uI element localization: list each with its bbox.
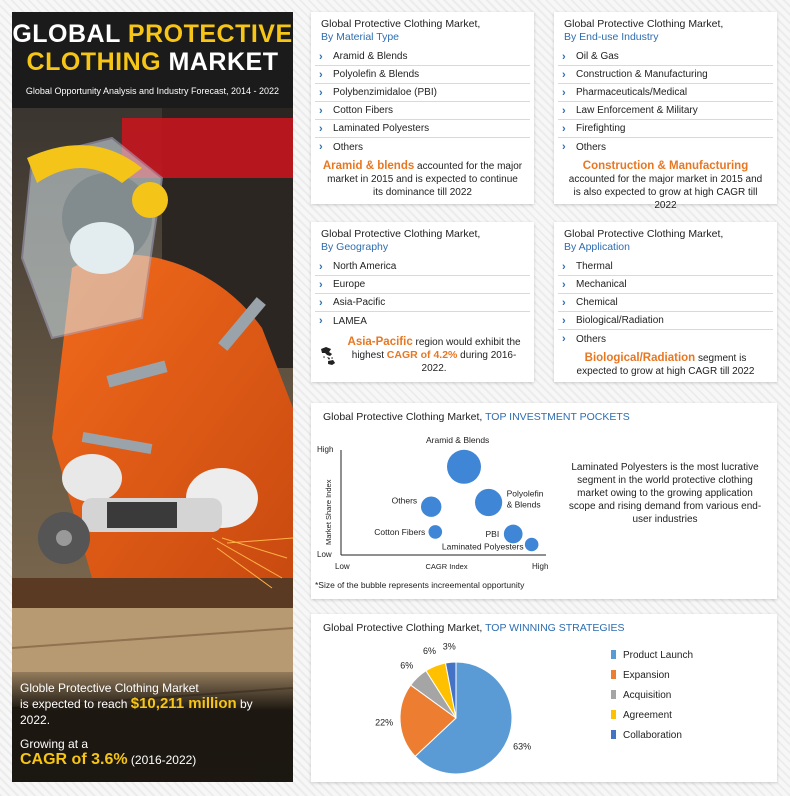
chevron-right-icon: › xyxy=(562,86,566,99)
section-title-prefix: Global Protective Clothing Market, xyxy=(323,622,483,634)
list-item xyxy=(315,102,530,120)
bubble-label: PBI xyxy=(485,529,500,539)
bubble-label: Aramid & Blends xyxy=(426,434,490,445)
chevron-right-icon: › xyxy=(562,314,566,327)
list-item-label: Laminated Polyesters xyxy=(333,123,430,134)
hero-subtitle: Global Opportunity Analysis and Industry Forecast, 2014 - 2022 xyxy=(25,86,280,96)
geography-note xyxy=(336,336,526,375)
list-item-label: Construction & Manufacturing xyxy=(576,69,708,80)
list-item xyxy=(315,276,530,294)
chevron-right-icon: › xyxy=(562,260,566,273)
application-list xyxy=(554,258,777,348)
chevron-right-icon: › xyxy=(319,86,323,99)
chevron-right-icon: › xyxy=(319,122,323,135)
list-item-label: North America xyxy=(333,261,397,272)
bubble-label: Others xyxy=(391,495,418,506)
geography-card xyxy=(311,222,534,382)
list-item xyxy=(315,138,530,156)
geography-list xyxy=(311,258,534,330)
card-title: Global Protective Clothing Market, xyxy=(321,18,481,30)
hero-title-word: CLOTHING xyxy=(26,48,162,76)
list-item xyxy=(558,294,773,312)
list-item xyxy=(315,312,530,330)
investment-pockets-card xyxy=(311,403,777,599)
note-text: accounted for the major market in 2015 and is also expected to grow at high CAGR till 2022 xyxy=(568,174,763,211)
note-text: segment is expected to grow at high CAGR till 2022 xyxy=(576,353,755,377)
pie-data-label: 6% xyxy=(422,646,437,657)
chevron-right-icon: › xyxy=(562,104,566,117)
list-item-label: Oil & Gas xyxy=(576,51,619,62)
investment-title xyxy=(311,403,777,431)
list-item-label: Others xyxy=(576,333,607,345)
pie-data-label: 63% xyxy=(513,741,532,752)
hero-title-word: MARKET xyxy=(168,48,279,76)
bubble-label: Laminated Polyesters xyxy=(441,541,524,552)
list-item xyxy=(315,48,530,66)
application-card xyxy=(554,222,777,382)
legend-label: Collaboration xyxy=(623,730,682,741)
investment-side-text: Laminated Polyesters is the most lucrative segment in the world protective clothing market owing to the growing application scope and rising demand from various end-user industries xyxy=(568,462,762,525)
enduse-list xyxy=(554,48,777,156)
winning-strategies-card xyxy=(311,614,777,782)
list-item-label: Cotton Fibers xyxy=(333,105,394,116)
hero-title-word: GLOBAL xyxy=(12,20,121,48)
bubble-point xyxy=(429,525,443,539)
section-title: TOP WINNING STRATEGIES xyxy=(485,622,625,634)
hero-panel xyxy=(12,12,293,782)
list-item xyxy=(558,84,773,102)
chevron-right-icon: › xyxy=(319,296,323,309)
market-expected-line2 xyxy=(20,696,285,728)
cagr-line xyxy=(20,752,285,768)
market-expected-value: $10,211 million xyxy=(130,695,237,712)
chevron-right-icon: › xyxy=(562,68,566,81)
list-item xyxy=(558,66,773,84)
chevron-right-icon: › xyxy=(319,278,323,291)
list-item-label: Pharmaceuticals/Medical xyxy=(576,87,688,98)
application-note xyxy=(554,348,777,378)
note-text: accounted for the major market in 2015 and is expected to continue its dominance till 2022 xyxy=(327,161,523,198)
legend-label: Agreement xyxy=(623,710,672,721)
chevron-right-icon: › xyxy=(562,122,566,135)
market-expected-line1: Globle Protective Clothing Market xyxy=(20,681,199,695)
list-item-label: Mechanical xyxy=(576,279,627,290)
list-item-label: Firefighting xyxy=(576,123,626,134)
note-text: region would exhibit the highest xyxy=(351,337,521,361)
strategies-title xyxy=(311,614,777,642)
end-use-card xyxy=(554,12,777,211)
bubble-point xyxy=(475,489,502,516)
list-item xyxy=(558,48,773,66)
bubble-point xyxy=(525,538,539,552)
legend-swatch xyxy=(611,690,616,699)
legend-label: Acquisition xyxy=(623,690,672,701)
chevron-right-icon: › xyxy=(319,260,323,273)
hero-title-line1 xyxy=(12,12,293,48)
material-list xyxy=(311,48,534,156)
growing-label: Growing at a xyxy=(20,737,89,751)
hero-footer xyxy=(12,672,293,782)
material-type-card xyxy=(311,12,534,204)
list-item-label: Biological/Radiation xyxy=(576,315,664,326)
card-title: Global Protective Clothing Market, xyxy=(564,18,724,30)
list-item xyxy=(315,258,530,276)
card-title: Global Protective Clothing Market, xyxy=(321,228,481,240)
legend-swatch xyxy=(611,650,616,659)
chevron-right-icon: › xyxy=(319,68,323,81)
chevron-right-icon: › xyxy=(562,50,566,63)
market-expected-post: by 2022. xyxy=(20,697,253,727)
legend-label: Product Launch xyxy=(623,650,694,661)
y-high-label: High xyxy=(317,445,334,454)
chevron-right-icon: › xyxy=(319,50,323,63)
note-text: during 2016-2022. xyxy=(421,350,517,374)
list-item xyxy=(558,312,773,330)
list-item xyxy=(315,66,530,84)
chevron-right-icon: › xyxy=(562,141,566,153)
note-highlight: Asia-Pacific xyxy=(347,336,413,348)
list-item-label: Polyolefin & Blends xyxy=(333,69,420,80)
note-highlight: Construction & Manufacturing xyxy=(582,160,749,172)
bubble-label: Polyolefin & Blends xyxy=(506,488,544,510)
pie-chart xyxy=(311,642,777,782)
note-highlight: Biological/Radiation xyxy=(584,352,696,364)
enduse-note xyxy=(554,156,777,212)
legend-swatch xyxy=(611,730,616,739)
y-low-label: Low xyxy=(317,550,332,559)
list-item-label: Aramid & Blends xyxy=(333,51,408,62)
list-item-label: Asia-Pacific xyxy=(333,297,386,308)
bubble-size-note: *Size of the bubble represents increemental opportunity xyxy=(315,580,525,590)
list-item xyxy=(558,102,773,120)
card-subtitle: By Application xyxy=(564,241,630,253)
list-item xyxy=(558,330,773,348)
hero-title-line2 xyxy=(12,48,293,76)
legend-swatch xyxy=(611,670,616,679)
x-low-label: Low xyxy=(335,562,350,571)
chevron-right-icon: › xyxy=(562,333,566,345)
chevron-right-icon: › xyxy=(319,315,323,327)
pie-data-label: 3% xyxy=(442,642,456,652)
list-item xyxy=(558,258,773,276)
hero-header xyxy=(12,12,293,108)
market-expected-pre: is expected to reach xyxy=(20,697,128,711)
cagr-period: (2016-2022) xyxy=(130,753,197,767)
cagr-value: CAGR of 3.6% xyxy=(20,751,128,768)
card-subtitle: By End-use Industry xyxy=(564,31,659,43)
list-item xyxy=(315,84,530,102)
note-highlight: CAGR of 4.2% xyxy=(386,349,458,361)
list-item xyxy=(558,120,773,138)
chevron-right-icon: › xyxy=(562,296,566,309)
section-title-prefix: Global Protective Clothing Market, xyxy=(323,411,483,423)
list-item-label: Others xyxy=(576,141,607,153)
geography-note-row xyxy=(311,330,534,376)
list-item-label: Polybenzimidaloe (PBI) xyxy=(333,87,437,98)
list-item xyxy=(558,138,773,156)
list-item xyxy=(315,294,530,312)
pie-data-label: 6% xyxy=(400,660,414,671)
x-high-label: High xyxy=(532,562,549,571)
list-item-label: LAMEA xyxy=(333,315,367,327)
list-item-label: Others xyxy=(333,141,364,153)
list-item-label: Thermal xyxy=(576,261,613,272)
x-axis-label: CAGR Index xyxy=(425,562,468,571)
asia-pacific-map-icon xyxy=(319,336,336,376)
chevron-right-icon: › xyxy=(319,141,323,153)
card-subtitle: By Geography xyxy=(321,241,389,253)
bubble-label: Cotton Fibers xyxy=(374,526,426,537)
chevron-right-icon: › xyxy=(562,278,566,291)
note-highlight: Aramid & blends xyxy=(322,160,415,172)
list-item xyxy=(558,276,773,294)
list-item-label: Law Enforcement & Military xyxy=(576,105,698,116)
hero-title-word: PROTECTIVE xyxy=(127,20,293,48)
list-item-label: Chemical xyxy=(576,297,618,308)
section-title: TOP INVESTMENT POCKETS xyxy=(485,411,630,423)
y-axis-label: Market Share Index xyxy=(324,479,333,545)
bubble-point xyxy=(421,497,441,517)
card-title: Global Protective Clothing Market, xyxy=(564,228,724,240)
bubble-point xyxy=(447,450,481,484)
pie-data-label: 22% xyxy=(375,717,394,728)
legend-label: Expansion xyxy=(623,670,670,681)
legend-swatch xyxy=(611,710,616,719)
chevron-right-icon: › xyxy=(319,104,323,117)
list-item xyxy=(315,120,530,138)
card-subtitle: By Material Type xyxy=(321,31,400,43)
list-item-label: Europe xyxy=(333,279,366,290)
bubble-chart xyxy=(311,433,561,588)
material-note xyxy=(311,156,534,199)
